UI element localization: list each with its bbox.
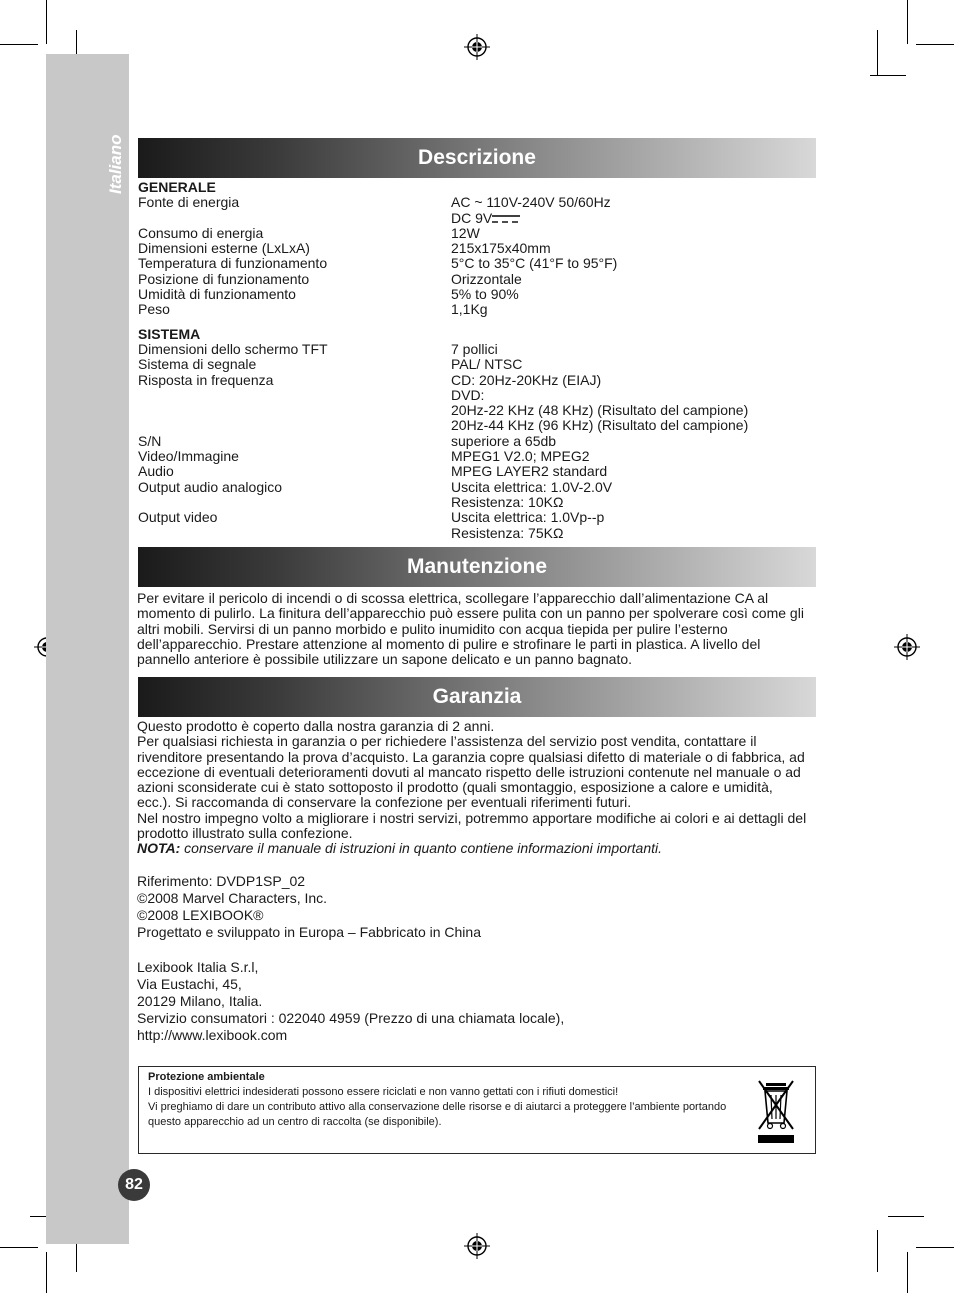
crop-mark bbox=[916, 44, 954, 45]
page-number: 82 bbox=[118, 1169, 150, 1201]
spec-row: Output audio analogico Uscita elettrica: 1.0V-2.0V bbox=[138, 478, 613, 495]
crop-mark bbox=[0, 1247, 38, 1248]
spec-row: Risposta in frequenza CD: 20Hz-20KHz (EIAJ) bbox=[138, 371, 602, 388]
section-title-garanzia: Garanzia bbox=[138, 677, 816, 717]
crop-mark bbox=[870, 75, 906, 76]
crop-mark bbox=[877, 30, 878, 76]
manutenzione-text: Per evitare il pericolo di incendi o di scossa elettrica, scollegare l’apparecchio dall’alimentazione CA al momento di pulirlo. La finitura dell’apparecchio può essere pulita con un panno per spolverare così come gli altri mobili. Servirsi di un panno morbido e pulito inumidito con acqua tiepida per pulire l’esterno dell’apparecchio. Prestare attenzione al momento di pulire e strofinare le parti in plastica. A livello del pannello anteriore è possibile utilizzare un sapone delicato e un panno bagnato. bbox=[137, 590, 804, 668]
registration-mark-icon bbox=[894, 634, 920, 660]
crop-mark bbox=[0, 44, 38, 45]
crop-mark bbox=[916, 1247, 954, 1248]
garanzia-text: Questo prodotto è coperto dalla nostra garanzia di 2 anni. Per qualsiasi richiesta in garanzia o per richiedere l’assistenza del servizio post vendita, contattare il rivenditore presentando la prova d’acquisto. La garanzia copre qualsiasi difetto di materiale o di fabbrica, ad eccezione di eventuali deterioramenti dovuti al mancato rispetto delle istruzioni contenute nel manuale o ad azioni sconsiderate cui è stato sottoposto il prodotto (quali smontaggio, esposizione a calore e umidità, ecc.). Si raccomanda di conservare la confezione per eventuali riferimenti futuri. Nel nostro impegno volto a migliorare i nostri servizi, potremmo apportare modifiche ai colori e ai dettagli del prodotto illustrato sulla confezione. NOTA: conservare il manuale di istruzioni in quanto contiene informazioni importanti. bbox=[137, 719, 809, 857]
crop-mark bbox=[907, 0, 908, 44]
crop-mark bbox=[877, 1230, 878, 1272]
spec-heading-sistema: SISTEMA bbox=[138, 325, 201, 342]
registration-mark-icon bbox=[464, 1233, 490, 1259]
spec-row: DVD: bbox=[451, 386, 485, 403]
registration-mark-icon bbox=[464, 34, 490, 60]
spec-row: Output video Uscita elettrica: 1.0Vp--p bbox=[138, 509, 605, 526]
spec-row: Temperatura di funzionamento 5°C to 35°C (41°F to 95°F) bbox=[138, 255, 618, 272]
spec-row: Fonte di energia AC ~ 110V-240V 50/60Hz bbox=[138, 194, 611, 211]
spec-row: Dimensioni esterne (LxLxA) 215x175x40mm bbox=[138, 240, 551, 257]
nota: NOTA: conservare il manuale di istruzioni in quanto contiene informazioni importanti. bbox=[137, 840, 662, 857]
spec-row: Sistema di segnale PAL/ NTSC bbox=[138, 356, 523, 373]
website-link[interactable]: http://www.lexibook.com bbox=[137, 1027, 288, 1043]
spec-row: 20Hz-44 KHz (96 KHz) (Risultato del campione) bbox=[451, 417, 749, 434]
weee-bin-icon bbox=[756, 1079, 796, 1145]
language-label: Italiano bbox=[106, 134, 125, 194]
crop-mark bbox=[46, 0, 47, 44]
crop-mark bbox=[46, 1252, 47, 1293]
spec-row: Consumo di energia 12W bbox=[138, 224, 480, 241]
section-title-descrizione: Descrizione bbox=[138, 138, 816, 178]
spec-row: Resistenza: 10KΩ bbox=[451, 493, 564, 510]
references: Riferimento: DVDP1SP_02 ©2008 Marvel Characters, Inc. ©2008 LEXIBOOK® Progettato e sviluppato in Europa – Fabbricato in China bbox=[137, 873, 481, 940]
crop-mark bbox=[888, 1216, 924, 1217]
spec-heading-generale: GENERALE bbox=[138, 179, 216, 195]
environment-notice: Protezione ambientale I dispositivi elettrici indesiderati possono essere riciclati e non vanno gettati con i rifiuti domestici! Vi preghiamo di dare un contributo attivo alla conservazione delle risorse e di aiutarci a proteggere l’ambiente portando questo apparecchio ad un centro di raccolta (se disponibile). bbox=[138, 1066, 816, 1154]
side-tab bbox=[46, 54, 129, 1244]
environment-title: Protezione ambientale bbox=[148, 1071, 265, 1083]
spec-table bbox=[138, 180, 818, 541]
spec-row: Umidità di funzionamento 5% to 90% bbox=[138, 286, 519, 303]
spec-row: 20Hz-22 KHz (48 KHz) (Risultato del campione) bbox=[451, 402, 749, 419]
crop-mark bbox=[907, 1252, 908, 1293]
spec-row: S/N superiore a 65db bbox=[138, 432, 557, 449]
spec-row: Posizione di funzionamento Orizzontale bbox=[138, 270, 522, 287]
spec-row: DC 9V bbox=[138, 211, 818, 226]
spec-row: Peso 1,1Kg bbox=[138, 301, 488, 318]
spec-row: Resistenza: 75KΩ bbox=[451, 524, 564, 541]
dc-symbol-icon bbox=[492, 214, 520, 224]
spec-row: Video/Immagine MPEG1 V2.0; MPEG2 bbox=[138, 448, 590, 465]
section-title-manutenzione: Manutenzione bbox=[138, 547, 816, 587]
spec-row: Audio MPEG LAYER2 standard bbox=[138, 463, 608, 480]
spec-row: Dimensioni dello schermo TFT 7 pollici bbox=[138, 340, 498, 357]
address: Lexibook Italia S.r.l, Via Eustachi, 45, 20129 Milano, Italia. Servizio consumatori : 022040 4959 (Prezzo di una chiamata locale), http://www.lexibook.com bbox=[137, 959, 565, 1043]
